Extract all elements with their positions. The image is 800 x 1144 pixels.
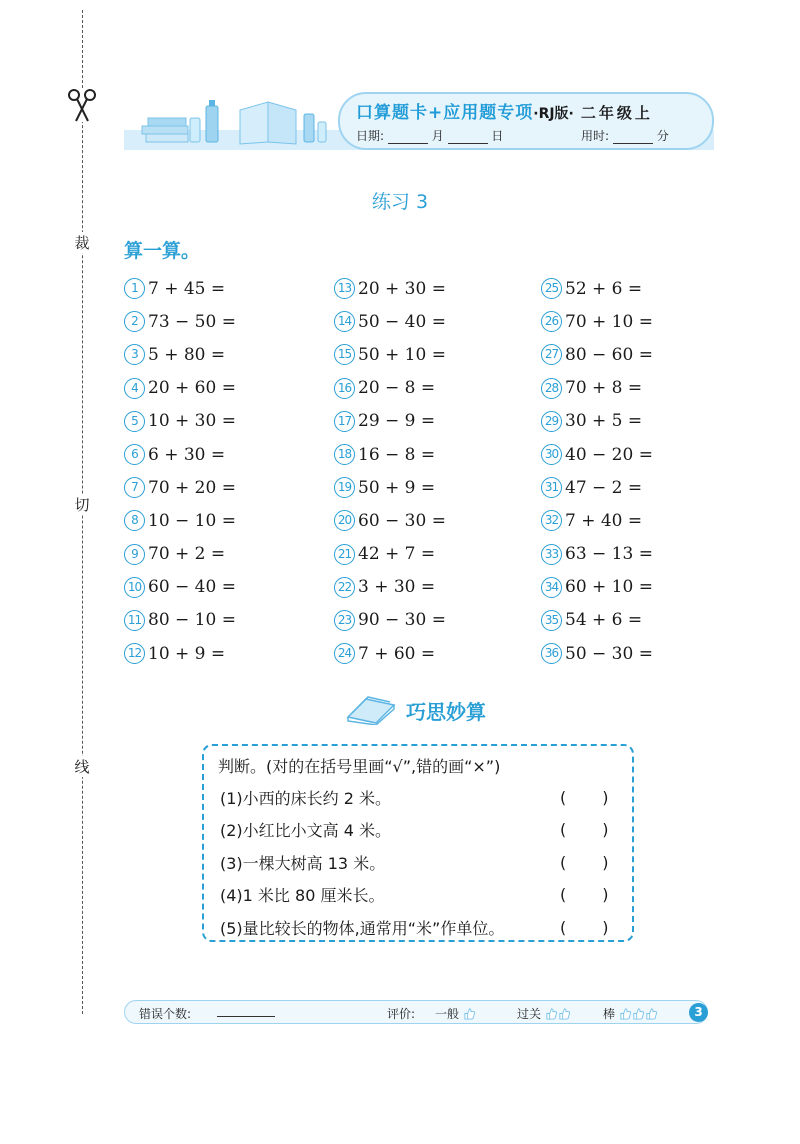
question-item[interactable] (541, 571, 653, 604)
question-item[interactable] (541, 504, 653, 537)
question-number-badge: 23 (334, 610, 355, 631)
question-number-badge: 34 (541, 577, 562, 598)
question-item[interactable] (334, 305, 446, 338)
question-expression: 29 − 9 = (358, 411, 436, 432)
day-label: 日 (491, 129, 504, 143)
question-number-badge: 5 (124, 411, 145, 432)
level1-label: 一般 (435, 1007, 460, 1021)
judge-statement: (4)1 米比 80 厘米长。 (220, 886, 385, 905)
question-number-badge: 14 (334, 311, 355, 332)
question-item[interactable] (334, 604, 446, 637)
question-number-badge: 29 (541, 411, 562, 432)
question-item[interactable] (124, 538, 236, 571)
question-item[interactable] (124, 637, 236, 670)
cut-mark-1: 裁 (70, 232, 94, 253)
question-item[interactable] (334, 272, 446, 305)
question-number-badge: 12 (124, 643, 145, 664)
judge-statement: (5)量比较长的物体,通常用“米”作单位。 (220, 918, 505, 938)
thumb-up-icon (463, 1007, 476, 1020)
paren-open: ( (560, 917, 567, 937)
lesson-title: 练习 3 (371, 191, 429, 213)
question-expression: 16 − 8 = (358, 444, 436, 465)
question-expression: 30 + 5 = (565, 411, 643, 432)
answer-parentheses[interactable] (560, 788, 609, 807)
page-number: 3 (689, 1003, 708, 1022)
rating-level-1[interactable] (435, 1005, 476, 1022)
question-expression: 47 − 2 = (565, 477, 643, 498)
question-expression: 7 + 45 = (148, 278, 226, 299)
edition-label: ·RJ版· (533, 106, 574, 122)
question-expression: 73 − 50 = (148, 311, 236, 332)
question-item[interactable] (124, 338, 236, 371)
question-item[interactable] (334, 438, 446, 471)
question-number-badge: 35 (541, 610, 562, 631)
question-number-badge: 18 (334, 444, 355, 465)
question-number-badge: 24 (334, 643, 355, 664)
question-item[interactable] (541, 604, 653, 637)
question-expression: 42 + 7 = (358, 544, 436, 565)
question-expression: 80 − 60 = (565, 344, 653, 365)
header-banner (124, 92, 714, 152)
question-item[interactable] (541, 438, 653, 471)
question-item[interactable] (124, 504, 236, 537)
question-number-badge: 6 (124, 444, 145, 465)
book-title: 口算题卡+应用题专项 (356, 103, 534, 123)
question-number-badge: 9 (124, 544, 145, 565)
question-number-badge: 10 (124, 577, 145, 598)
question-number-badge: 20 (334, 510, 355, 531)
paren-open: ( (560, 820, 567, 839)
paren-close: ) (602, 852, 609, 872)
question-expression: 5 + 80 = (148, 344, 226, 365)
question-number-badge: 21 (334, 544, 355, 565)
paren-close: ) (602, 787, 609, 807)
answer-parentheses[interactable] (560, 885, 609, 904)
judge-item (220, 912, 620, 942)
rating-level-2[interactable] (517, 1005, 571, 1022)
question-number-badge: 36 (541, 643, 562, 664)
question-number-badge: 26 (541, 311, 562, 332)
question-number-badge: 22 (334, 577, 355, 598)
question-item[interactable] (124, 438, 236, 471)
grade-label: 二年级上 (580, 104, 653, 122)
month-label: 月 (431, 129, 444, 143)
question-item[interactable] (541, 538, 653, 571)
question-item[interactable] (334, 637, 446, 670)
judge-item (220, 782, 620, 812)
question-expression: 20 − 8 = (358, 378, 436, 399)
question-expression: 54 + 6 = (565, 610, 643, 631)
thumb-up-icon (645, 1007, 658, 1020)
question-item[interactable] (541, 338, 653, 371)
question-expression: 20 + 30 = (358, 278, 446, 299)
scissors-icon (66, 88, 98, 122)
question-number-badge: 28 (541, 378, 562, 399)
thumb-up-icon (632, 1007, 645, 1020)
question-number-badge: 30 (541, 444, 562, 465)
question-number-badge: 27 (541, 344, 562, 365)
date-month-blank[interactable] (388, 131, 428, 144)
judge-statement: (1)小西的床长约 2 米。 (220, 788, 392, 808)
time-blank[interactable] (613, 131, 653, 144)
rating-label: 评价: (387, 1007, 416, 1021)
paren-open: ( (560, 787, 567, 807)
cut-mark-2: 切 (70, 494, 94, 515)
paren-close: ) (602, 885, 609, 904)
question-item[interactable] (334, 571, 446, 604)
question-expression: 50 − 30 = (565, 643, 653, 664)
question-item[interactable] (124, 405, 236, 438)
header-info-row (356, 127, 669, 144)
thinking-title: 巧思妙算 (406, 699, 486, 724)
question-column-2 (334, 272, 446, 670)
thumb-up-icon (558, 1007, 571, 1020)
cut-mark-3: 线 (70, 756, 94, 777)
footer-bar (124, 1000, 708, 1024)
question-expression: 10 − 10 = (148, 510, 236, 531)
question-number-badge: 4 (124, 378, 145, 399)
question-item[interactable] (541, 637, 653, 670)
question-item[interactable] (541, 471, 653, 504)
question-expression: 50 − 40 = (358, 311, 446, 332)
question-expression: 6 + 30 = (148, 444, 226, 465)
date-label: 日期: (356, 129, 385, 143)
judge-instruction: 判断。(对的在括号里画“√”,错的画“×”) (218, 757, 501, 776)
question-expression: 50 + 10 = (358, 344, 446, 365)
question-expression: 60 − 30 = (358, 510, 446, 531)
thumb-up-icon (545, 1007, 558, 1020)
question-item[interactable] (334, 372, 446, 405)
question-expression: 60 − 40 = (148, 577, 236, 598)
question-number-badge: 19 (334, 477, 355, 498)
question-item[interactable] (124, 272, 236, 305)
question-item[interactable] (124, 305, 236, 338)
judge-item (220, 880, 620, 910)
question-number-badge: 31 (541, 477, 562, 498)
question-expression: 90 − 30 = (358, 610, 446, 631)
question-expression: 70 + 2 = (148, 544, 226, 565)
question-number-badge: 2 (124, 311, 145, 332)
question-item[interactable] (541, 405, 653, 438)
question-item[interactable] (334, 504, 446, 537)
date-day-blank[interactable] (448, 131, 488, 144)
header-title (356, 98, 653, 123)
question-number-badge: 8 (124, 510, 145, 531)
question-number-badge: 25 (541, 278, 562, 299)
question-expression: 60 + 10 = (565, 577, 653, 598)
judge-statement: (2)小红比小文高 4 米。 (220, 821, 392, 840)
question-item[interactable] (334, 471, 446, 504)
judge-item (220, 815, 620, 845)
books-illustration-icon (128, 98, 338, 150)
question-expression: 10 + 30 = (148, 411, 236, 432)
errors-blank[interactable] (217, 1004, 275, 1017)
question-number-badge: 33 (541, 544, 562, 565)
question-column-3 (541, 272, 653, 670)
minute-label: 分 (656, 129, 669, 143)
question-number-badge: 7 (124, 477, 145, 498)
question-column-1 (124, 272, 236, 670)
answer-parentheses[interactable] (560, 853, 609, 872)
answer-parentheses[interactable] (560, 918, 609, 937)
question-expression: 80 − 10 = (148, 610, 236, 631)
errors-label: 错误个数: (139, 1007, 192, 1021)
question-number-badge: 32 (541, 510, 562, 531)
question-number-badge: 1 (124, 278, 145, 299)
question-expression: 7 + 60 = (358, 643, 436, 664)
question-item[interactable] (124, 571, 236, 604)
question-item[interactable] (124, 471, 236, 504)
question-item[interactable] (334, 338, 446, 371)
question-item[interactable] (334, 538, 446, 571)
thumb-up-icon (619, 1007, 632, 1020)
question-number-badge: 11 (124, 610, 145, 631)
paren-close: ) (602, 917, 609, 937)
level2-label: 过关 (517, 1007, 542, 1021)
question-expression: 70 + 8 = (565, 378, 643, 399)
question-expression: 3 + 30 = (358, 577, 436, 598)
rating-level-3[interactable] (603, 1005, 658, 1022)
question-number-badge: 15 (334, 344, 355, 365)
question-number-badge: 17 (334, 411, 355, 432)
question-number-badge: 13 (334, 278, 355, 299)
question-item[interactable] (124, 604, 236, 637)
question-item[interactable] (124, 372, 236, 405)
level3-label: 棒 (603, 1007, 616, 1021)
paren-open: ( (560, 885, 567, 904)
judge-item (220, 847, 620, 877)
books-icon (344, 695, 398, 725)
judge-statement: (3)一棵大树高 13 米。 (220, 853, 386, 873)
thinking-heading (344, 690, 486, 730)
question-item[interactable] (541, 305, 653, 338)
question-item[interactable] (541, 372, 653, 405)
paren-close: ) (602, 820, 609, 839)
question-expression: 70 + 20 = (148, 477, 236, 498)
question-expression: 20 + 60 = (148, 378, 236, 399)
question-number-badge: 16 (334, 378, 355, 399)
answer-parentheses[interactable] (560, 820, 609, 839)
question-expression: 10 + 9 = (148, 643, 226, 664)
paren-open: ( (560, 852, 567, 872)
section-title: 算一算。 (124, 240, 201, 262)
question-item[interactable] (541, 272, 653, 305)
question-expression: 40 − 20 = (565, 444, 653, 465)
time-label: 用时: (581, 129, 610, 143)
question-expression: 70 + 10 = (565, 311, 653, 332)
question-expression: 63 − 13 = (565, 544, 653, 565)
question-number-badge: 3 (124, 344, 145, 365)
question-expression: 50 + 9 = (358, 477, 436, 498)
question-item[interactable] (334, 405, 446, 438)
question-expression: 52 + 6 = (565, 278, 643, 299)
question-expression: 7 + 40 = (565, 510, 643, 531)
